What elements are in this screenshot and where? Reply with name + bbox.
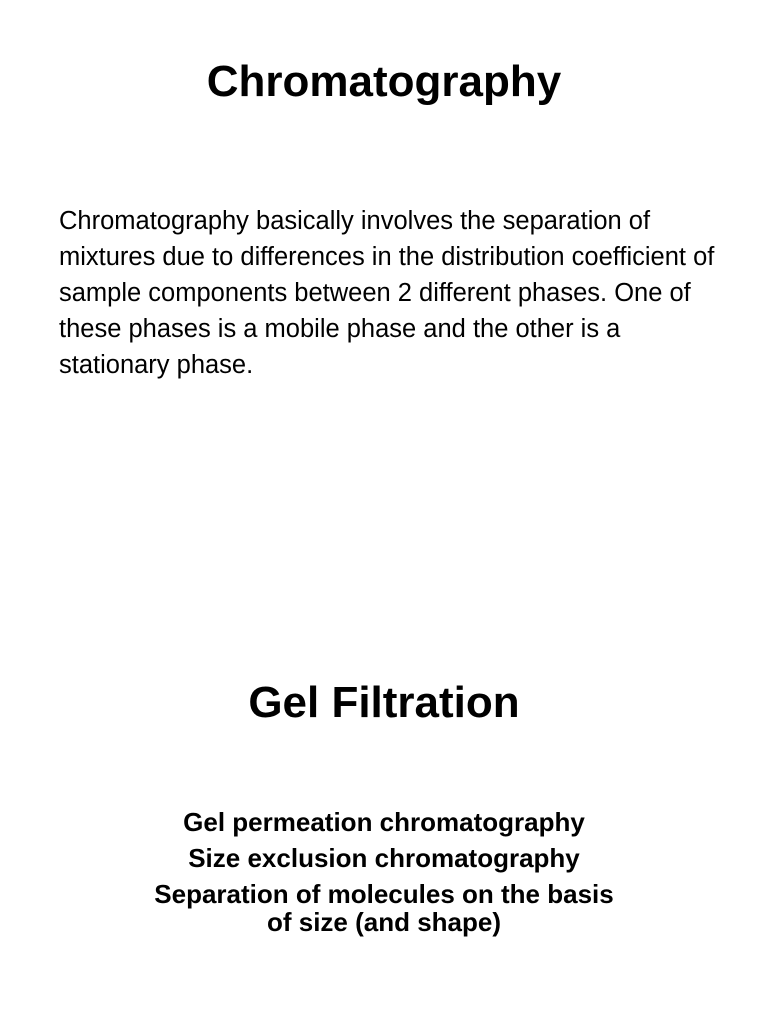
slide-gel-filtration	[0, 512, 768, 1024]
slide-title: Chromatography	[206, 57, 562, 106]
list-item: Separation of molecules on the basis of size (and shape)	[154, 879, 614, 937]
list-item: Size exclusion chromatography	[188, 843, 580, 873]
body-paragraph: Chromatography basically involves the separation of mixtures due to differences in the distribution coefficient of sample components between 2 different phases. One of these phases is a mobile phase and the other is a stationary phase.	[59, 207, 715, 379]
list-item: Gel permeation chromatography	[183, 807, 585, 837]
slide-title: Gel Filtration	[248, 678, 520, 727]
point-list	[0, 804, 768, 936]
